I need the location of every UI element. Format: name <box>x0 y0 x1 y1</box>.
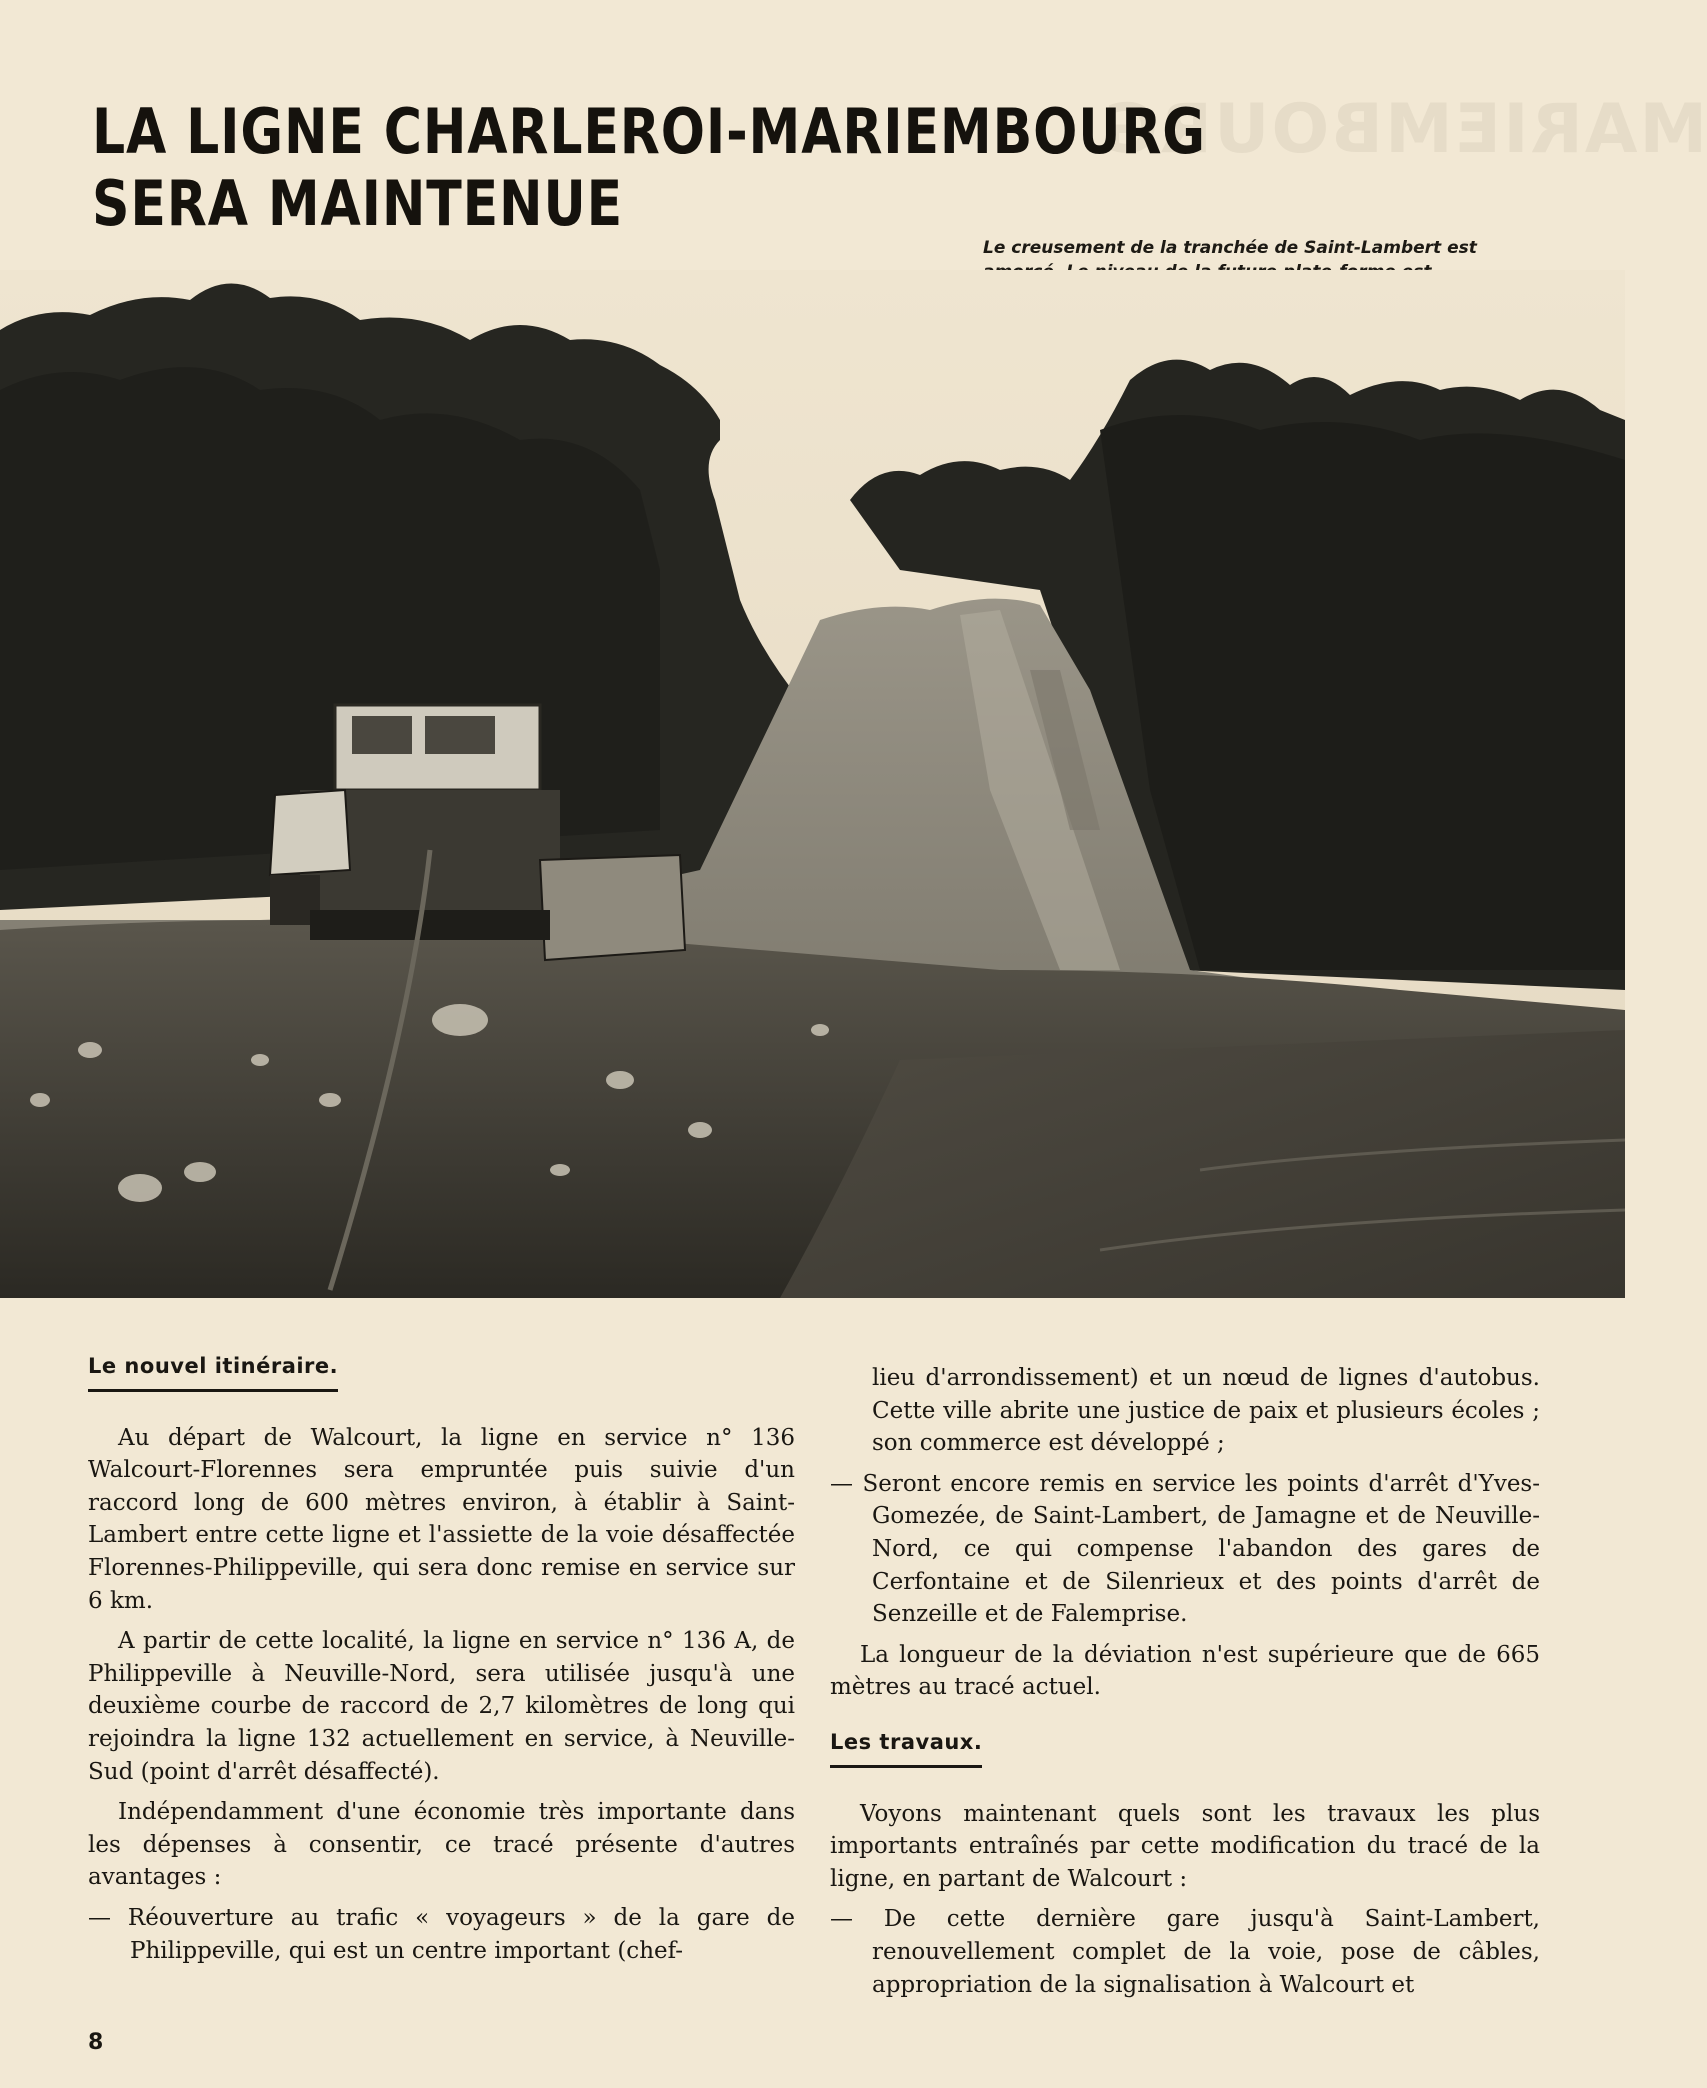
text-column-right <box>830 1362 1540 2009</box>
title-line-1: LA LIGNE CHARLEROI-MARIEMBOURG <box>92 95 1206 168</box>
paragraph: A partir de cette localité, la ligne en service n° 136 A, de Philippeville à Neuville-Nord, sera utilisée jusqu'à une deuxième courbe de raccord de 2,7 kilomètres de long qui rejoindra la ligne 132 actuellement en service, à Neuville-Sud (point d'arrêt désaffecté). <box>88 1628 795 1785</box>
photo-bulldozer-cutting <box>0 270 1625 1298</box>
paragraph: Voyons maintenant quels sont les travaux les plus importants entraînés par cette modification du tracé de la ligne, en partant de Walcourt : <box>830 1800 1540 1892</box>
list-item: — De cette dernière gare jusqu'à Saint-Lambert, renouvellement complet de la voie, pose de câbles, appropriation de la signalisation à Walcourt et <box>830 1906 1540 1998</box>
title-line-2: SERA MAINTENUE <box>92 167 624 240</box>
show-through-text: MARIEMBOURG <box>1100 90 1707 169</box>
article-title <box>92 95 1206 240</box>
list-item: — Seront encore remis en service les points d'arrêt d'Yves-Gomezée, de Saint-Lambert, de Jamagne et de Neuville-Nord, ce qui compense l'abandon des gares de Cerfontaine et de Silenrieux et des points d'arrêt de Senzeille et de Falemprise. <box>830 1470 1540 1628</box>
paragraph: Indépendamment d'une économie très importante dans les dépenses à consentir, ce tracé présente d'autres avantages : <box>88 1799 795 1891</box>
photo-caption: Le creusement de la tranchée de Saint-Lambert est <box>983 238 1477 258</box>
section-heading-travaux: Les travaux. <box>830 1726 982 1768</box>
text-column-left <box>88 1350 795 1975</box>
section-heading-itineraire: Le nouvel itinéraire. <box>88 1350 338 1392</box>
paragraph-continuation: lieu d'arrondissement) et un nœud de lignes d'autobus. Cette ville abrite une justice de paix et plusieurs écoles ; son commerce est développé ; <box>872 1365 1540 1457</box>
paragraph: Au départ de Walcourt, la ligne en service n° 136 Walcourt-Florennes sera empruntée puis suivie d'un raccord long de 600 mètres environ, à établir à Saint-Lambert entre cette ligne et l'assiette de la voie désaffectée Florennes-Philippeville, qui sera donc remise en service sur 6 km. <box>88 1424 795 1614</box>
list-item: — Réouverture au trafic « voyageurs » de la gare de Philippeville, qui est un centre important (chef- <box>88 1904 795 1964</box>
page-number: 8 <box>88 2030 104 2055</box>
paragraph: La longueur de la déviation n'est supérieure que de 665 mètres au tracé actuel. <box>830 1641 1540 1701</box>
